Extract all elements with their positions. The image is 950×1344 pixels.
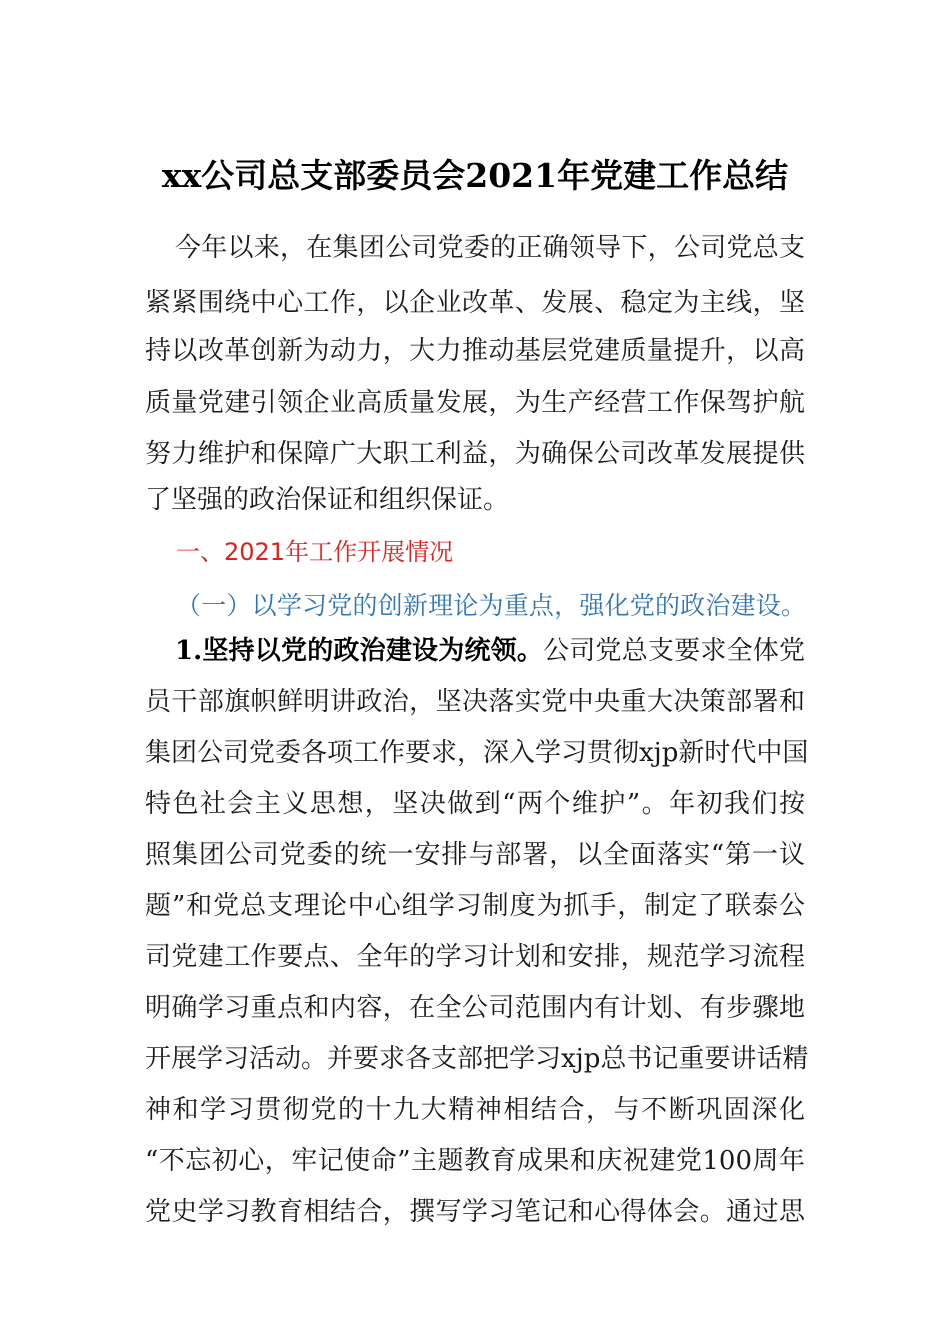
item1-line-8: 开展学习活动。并要求各支部把学习xjp总书记重要讲话精 — [145, 1044, 809, 1074]
item1-line-7: 明确学习重点和内容，在全公司范围内有计划、有步骤地 — [145, 993, 805, 1023]
intro-line-6: 了坚强的政治保证和组织保证。 — [145, 485, 510, 515]
intro-line-5: 努力维护和保障广大职工利益，为确保公司改革发展提供 — [145, 439, 805, 469]
item1-lead: 1.坚持以党的政治建设为统领。 — [175, 636, 544, 666]
item1-line-4: 照集团公司党委的统一安排与部署，以全面落实“第一议 — [145, 840, 805, 870]
item1-line-11: 党史学习教育相结合，撰写学习笔记和心得体会。通过思 — [145, 1197, 805, 1227]
item1-line-3: 特色社会主义思想，坚决做到“两个维护”。年初我们按 — [145, 789, 805, 819]
item1-line-9: 神和学习贯彻党的十九大精神相结合，与不断巩固深化 — [145, 1095, 805, 1125]
intro-line-1: 今年以来，在集团公司党委的正确领导下，公司党总支 — [175, 233, 805, 263]
item1-line-2: 集团公司党委各项工作要求，深入学习贯彻xjp新时代中国 — [145, 738, 809, 768]
item1-first-rest: 公司党总支要求全体党 — [543, 636, 805, 666]
intro-line-2: 紧紧围绕中心工作，以企业改革、发展、稳定为主线，坚 — [145, 288, 805, 318]
subsection-heading-1: （一）以学习党的创新理论为重点，强化党的政治建设。 — [176, 591, 806, 620]
item1-line-6: 司党建工作要点、全年的学习计划和安排，规范学习流程 — [145, 942, 805, 972]
item1-first-line — [145, 631, 805, 671]
intro-line-3: 持以改革创新为动力，大力推动基层党建质量提升，以高 — [145, 336, 805, 366]
item1-line-10: “不忘初心，牢记使命”主题教育成果和庆祝建党100周年 — [145, 1146, 805, 1176]
document-title: xx公司总支部委员会2021年党建工作总结 — [161, 156, 789, 195]
intro-line-4: 质量党建引领企业高质量发展，为生产经营工作保驾护航 — [145, 388, 805, 418]
item1-line-1: 员干部旗帜鲜明讲政治，坚决落实党中央重大决策部署和 — [145, 687, 805, 717]
item1-line-5: 题”和党总支理论中心组学习制度为抓手，制定了联泰公 — [145, 891, 805, 921]
section-heading-1: 一、2021年工作开展情况 — [176, 538, 454, 566]
